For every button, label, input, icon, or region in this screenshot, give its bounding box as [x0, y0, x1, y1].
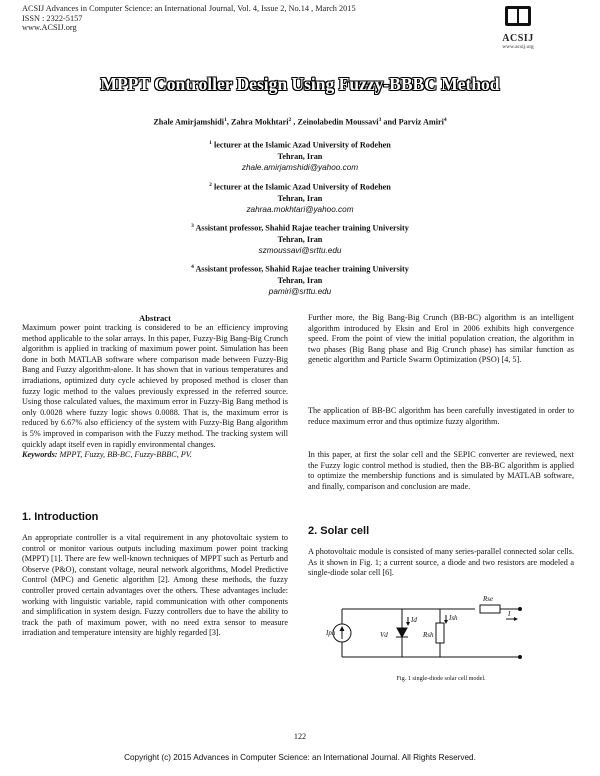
keywords-list: MPPT, Fuzzy, BB-BC, Fuzzy-BBBC, PV.: [59, 450, 192, 460]
journal-header: [22, 4, 356, 33]
author-name: Parviz Amiri: [398, 117, 444, 127]
paper-title: MPPT Controller Design Using Fuzzy-BBBC Method: [100, 74, 500, 94]
solar-cell-circuit-diagram: [326, 595, 530, 667]
label-ish: Ish: [449, 614, 458, 622]
keywords: [22, 450, 288, 459]
shunt-resistor-symbol: [436, 623, 444, 643]
affiliation-4: [0, 262, 600, 297]
label-iph: Iph: [326, 629, 336, 637]
journal-website[interactable]: www.ACSIJ.org: [22, 23, 77, 33]
book-icon: [503, 4, 533, 28]
paragraph-bbbc-intro: Further more, the Big Bang-Big Crunch (BB-BC) algorithm is an intelligent algorithm introduced by Eksin and Erol in 2006 exhibits high convergence speed. From the point of view the initial population creation, the algorithm in two phases (Big Bang phase and Big Crunch phase) has similar function as genetic algorithm and Particle Swarm Optimization (PSO) [4, 5].: [308, 313, 574, 365]
affiliation-number: 2: [209, 182, 212, 188]
label-rse: Rse: [483, 595, 494, 603]
diode-symbol: [397, 628, 407, 637]
label-id: Id: [411, 616, 417, 624]
intro-heading: 1. Introduction: [22, 511, 99, 523]
abstract-text: Maximum power point tracking is considered to be an efficiency improving method applicable to the solar arrays. In this paper, Fuzzy-Big Bang-Big Crunch algorithm is applied in tracking of maximum power point. Simulation has been done in both MATLAB software where comparison made between Fuzzy-Big Bang and Fuzzy algorithm-alone. It has shown that in various temperatures and irradiations, optimized duty cycle achieved by proposed method is closer than fuzzy logic method to the values previously expressed in the referred source. Using those calculated values, the maximum error in Fuzzy-Big Bang method is only 0.0028 where fuzzy logic shows 0.0088. That is, the maximum error is reduced by 6.67% also efficiency of the system with Fuzzy-Big Bang algorithm is 5% improved in comparison with the Fuzzy method. The tracking system will quickly adapt itself even in rapidly environmental changes.: [22, 323, 288, 449]
author-sup: 4: [443, 117, 447, 123]
affiliation-email[interactable]: pamiri@srttu.edu: [268, 286, 332, 296]
label-rsh: Rsh: [423, 631, 434, 639]
affiliation-city: Tehran, Iran: [277, 275, 323, 285]
author-sep: and: [381, 117, 399, 127]
series-resistor-symbol: [480, 605, 500, 613]
solar-text: A photovoltaic module is consisted of many series-parallel connected solar cells. As it shown in Fig. 1; a current source, a diode and two resistors are modeled a single-diode solar cell [6].: [308, 547, 574, 578]
author-name: Zahra Mokhtari: [230, 117, 289, 127]
abstract-section: [22, 313, 288, 459]
affiliation-1: [0, 138, 600, 173]
intro-text: An appropriate controller is a vital requirement in any photovoltaic system to control or monitor various outputs including maximum power point tracking (MPPT) [1]. There are few well-known techniques of MPPT such as Perturb and Observe (P&O), constant voltage, neural network algorithms, Model Predictive Control (MPC) and Genetic algorithm [2]. Among these methods, the fuzzy controller proved certain advantages over the others. These advantages include: working with linguistic variable, rapid communication with other components and simplification in system design. Fuzzy controllers due to have the ability to track the path of maximum power, with no need extra sensor to measure irradiation and temperature intensity are highly regarded [3].: [22, 533, 288, 638]
paragraph-bbbc-application: The application of BB-BC algorithm has been carefully investigated in order to reduce maximum error and thus optimize fuzzy algorithm.: [308, 406, 574, 426]
author-sup: 3: [378, 117, 382, 123]
affiliation-email[interactable]: zahraa.mokhtari@yahoo.com: [246, 204, 354, 214]
solar-heading: 2. Solar cell: [308, 525, 370, 537]
author-name: Zeinolabedin Moussavi: [297, 117, 379, 127]
keywords-label: Keywords:: [22, 450, 58, 460]
author-sep: ,: [291, 117, 298, 127]
affiliation-institution: Assistant professor, Shahid Rajae teacher training University: [195, 264, 409, 274]
affiliation-institution: Assistant professor, Shahid Rajae teacher training University: [195, 223, 409, 233]
affiliation-city: Tehran, Iran: [277, 234, 323, 244]
affiliation-email[interactable]: zhale.amirjamshidi@yahoo.com: [241, 162, 359, 172]
abstract-heading: Abstract: [139, 313, 171, 323]
logo-text: ACSIJ: [502, 33, 534, 44]
affiliation-city: Tehran, Iran: [277, 151, 323, 161]
affiliation-2: [0, 180, 600, 215]
figure-caption: Fig. 1 single-diode solar cell model.: [396, 675, 486, 682]
affiliation-city: Tehran, Iran: [277, 193, 323, 203]
paragraph-paper-outline: In this paper, at first the solar cell and the SEPIC converter are reviewed, next the Fuzzy logic control method is studied, then the BB-BC algorithm is applied to optimize the membership functions and is simulated by MATLAB software, and finally, comparison and conclusion are made.: [308, 450, 574, 491]
affiliation-institution: lecturer at the Islamic Azad University of Rodehen: [213, 140, 391, 150]
issn: ISSN : 2322-5157: [22, 13, 83, 23]
affiliation-number: 3: [191, 223, 194, 229]
author-sep: ,: [226, 117, 231, 127]
author-list: [0, 117, 600, 127]
affiliation-email[interactable]: szmoussavi@srttu.edu: [258, 245, 342, 255]
affiliation-3: [0, 221, 600, 256]
label-vd: Vd: [380, 631, 388, 639]
copyright-footer: Copyright (c) 2015 Advances in Computer Science: an International Journal. All Rights Reserved.: [124, 753, 476, 762]
journal-name: ACSIJ Advances in Computer Science: an International Journal, Vol. 4, Issue 2, No.14 , March 2015: [22, 4, 356, 13]
affiliation-number: 4: [191, 264, 194, 270]
journal-logo: [487, 4, 549, 50]
author-name: Zhale Amirjamshidi: [153, 117, 225, 127]
affiliation-institution: lecturer at the Islamic Azad University of Rodehen: [213, 182, 391, 192]
author-sup: 1: [224, 117, 227, 123]
logo-url: www.acsij.org: [502, 44, 534, 50]
page-number: 122: [293, 732, 307, 741]
label-i: I: [508, 610, 511, 618]
affiliation-number: 1: [209, 140, 212, 146]
author-sup: 2: [288, 117, 292, 123]
